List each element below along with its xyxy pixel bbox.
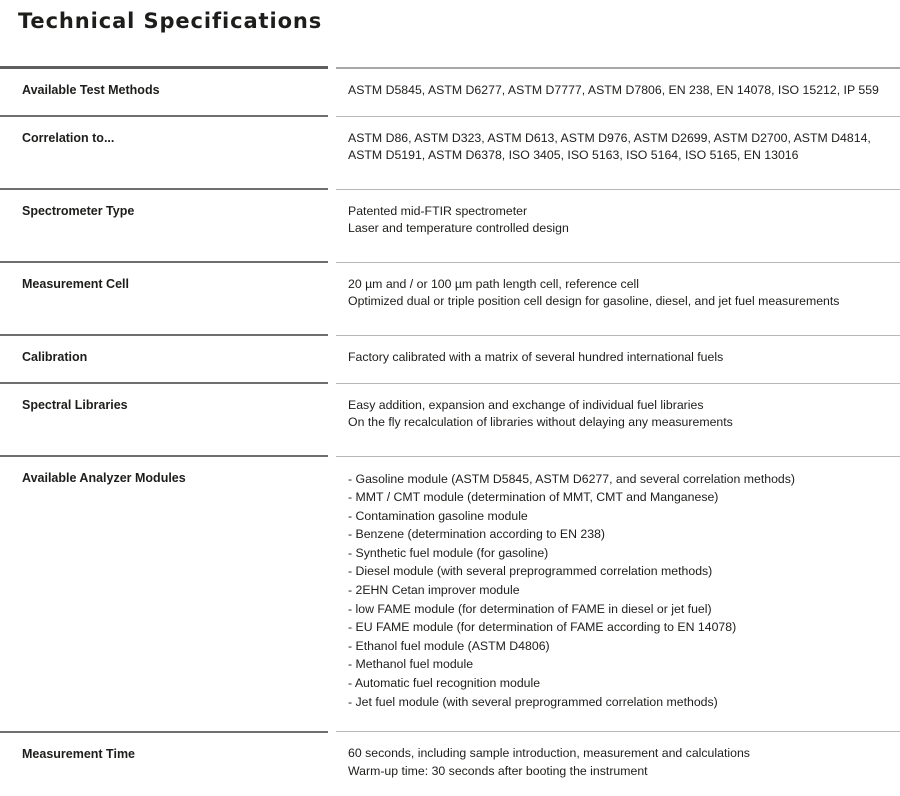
list-item: - Ethanol fuel module (ASTM D4806)	[348, 637, 900, 656]
value-line: ASTM D5191, ASTM D6378, ISO 3405, ISO 5163, ISO 5164, ISO 5165, EN 13016	[348, 147, 900, 165]
list-item: - 2EHN Cetan improver module	[348, 581, 900, 600]
page-title: Technical Specifications	[18, 9, 322, 33]
value-line: Factory calibrated with a matrix of several hundred international fuels	[348, 349, 900, 367]
list-item: - low FAME module (for determination of FAME in diesel or jet fuel)	[348, 600, 900, 619]
value-line: Warm-up time: 30 seconds after booting the instrument	[348, 763, 900, 781]
list-item: - Jet fuel module (with several preprogrammed correlation methods)	[348, 693, 900, 712]
value-line: 60 seconds, including sample introduction, measurement and calculations	[348, 745, 900, 763]
value-line: ASTM D5845, ASTM D6277, ASTM D7777, ASTM D7806, EN 238, EN 14078, ISO 15212, IP 559	[348, 82, 900, 100]
spec-value-measurement-cell	[332, 262, 900, 335]
table-row	[0, 68, 900, 117]
spec-label-spectrometer-type: Spectrometer Type	[0, 189, 332, 262]
list-item: - Automatic fuel recognition module	[348, 674, 900, 693]
spec-label-measurement-time: Measurement Time	[0, 732, 332, 796]
value-line: ASTM D86, ASTM D323, ASTM D613, ASTM D976, ASTM D2699, ASTM D2700, ASTM D4814,	[348, 130, 900, 148]
value-line: Easy addition, expansion and exchange of individual fuel libraries	[348, 397, 900, 415]
value-line: On the fly recalculation of libraries without delaying any measurements	[348, 414, 900, 432]
spec-label-correlation-to: Correlation to...	[0, 116, 332, 189]
table-row	[0, 335, 900, 383]
list-item: - MMT / CMT module (determination of MMT, CMT and Manganese)	[348, 488, 900, 507]
spec-value-correlation-to	[332, 116, 900, 189]
value-line: 20 µm and / or 100 µm path length cell, reference cell	[348, 276, 900, 294]
list-item: - Gasoline module (ASTM D5845, ASTM D6277, and several correlation methods)	[348, 470, 900, 489]
specifications-table	[0, 66, 900, 796]
spec-value-spectral-libraries	[332, 383, 900, 456]
spec-label-measurement-cell: Measurement Cell	[0, 262, 332, 335]
table-row	[0, 383, 900, 456]
spec-value-available-test-methods	[332, 68, 900, 117]
list-item: - Contamination gasoline module	[348, 507, 900, 526]
list-item: - Synthetic fuel module (for gasoline)	[348, 544, 900, 563]
spec-value-available-analyzer-modules	[332, 456, 900, 732]
table-row	[0, 189, 900, 262]
list-item: - Diesel module (with several preprogrammed correlation methods)	[348, 562, 900, 581]
value-line: Patented mid-FTIR spectrometer	[348, 203, 900, 221]
list-item: - Methanol fuel module	[348, 655, 900, 674]
table-row	[0, 116, 900, 189]
spec-value-calibration	[332, 335, 900, 383]
analyzer-module-list	[348, 470, 900, 712]
table-row	[0, 262, 900, 335]
value-line: Laser and temperature controlled design	[348, 220, 900, 238]
table-row	[0, 732, 900, 796]
spec-label-spectral-libraries: Spectral Libraries	[0, 383, 332, 456]
specifications-table-body	[0, 68, 900, 796]
spec-label-available-test-methods: Available Test Methods	[0, 68, 332, 117]
spec-value-measurement-time	[332, 732, 900, 796]
list-item: - Benzene (determination according to EN 238)	[348, 525, 900, 544]
value-line: Optimized dual or triple position cell design for gasoline, diesel, and jet fuel measurements	[348, 293, 900, 311]
list-item: - EU FAME module (for determination of FAME according to EN 14078)	[348, 618, 900, 637]
table-row	[0, 456, 900, 732]
spec-label-available-analyzer-modules: Available Analyzer Modules	[0, 456, 332, 732]
spec-label-calibration: Calibration	[0, 335, 332, 383]
spec-value-spectrometer-type	[332, 189, 900, 262]
